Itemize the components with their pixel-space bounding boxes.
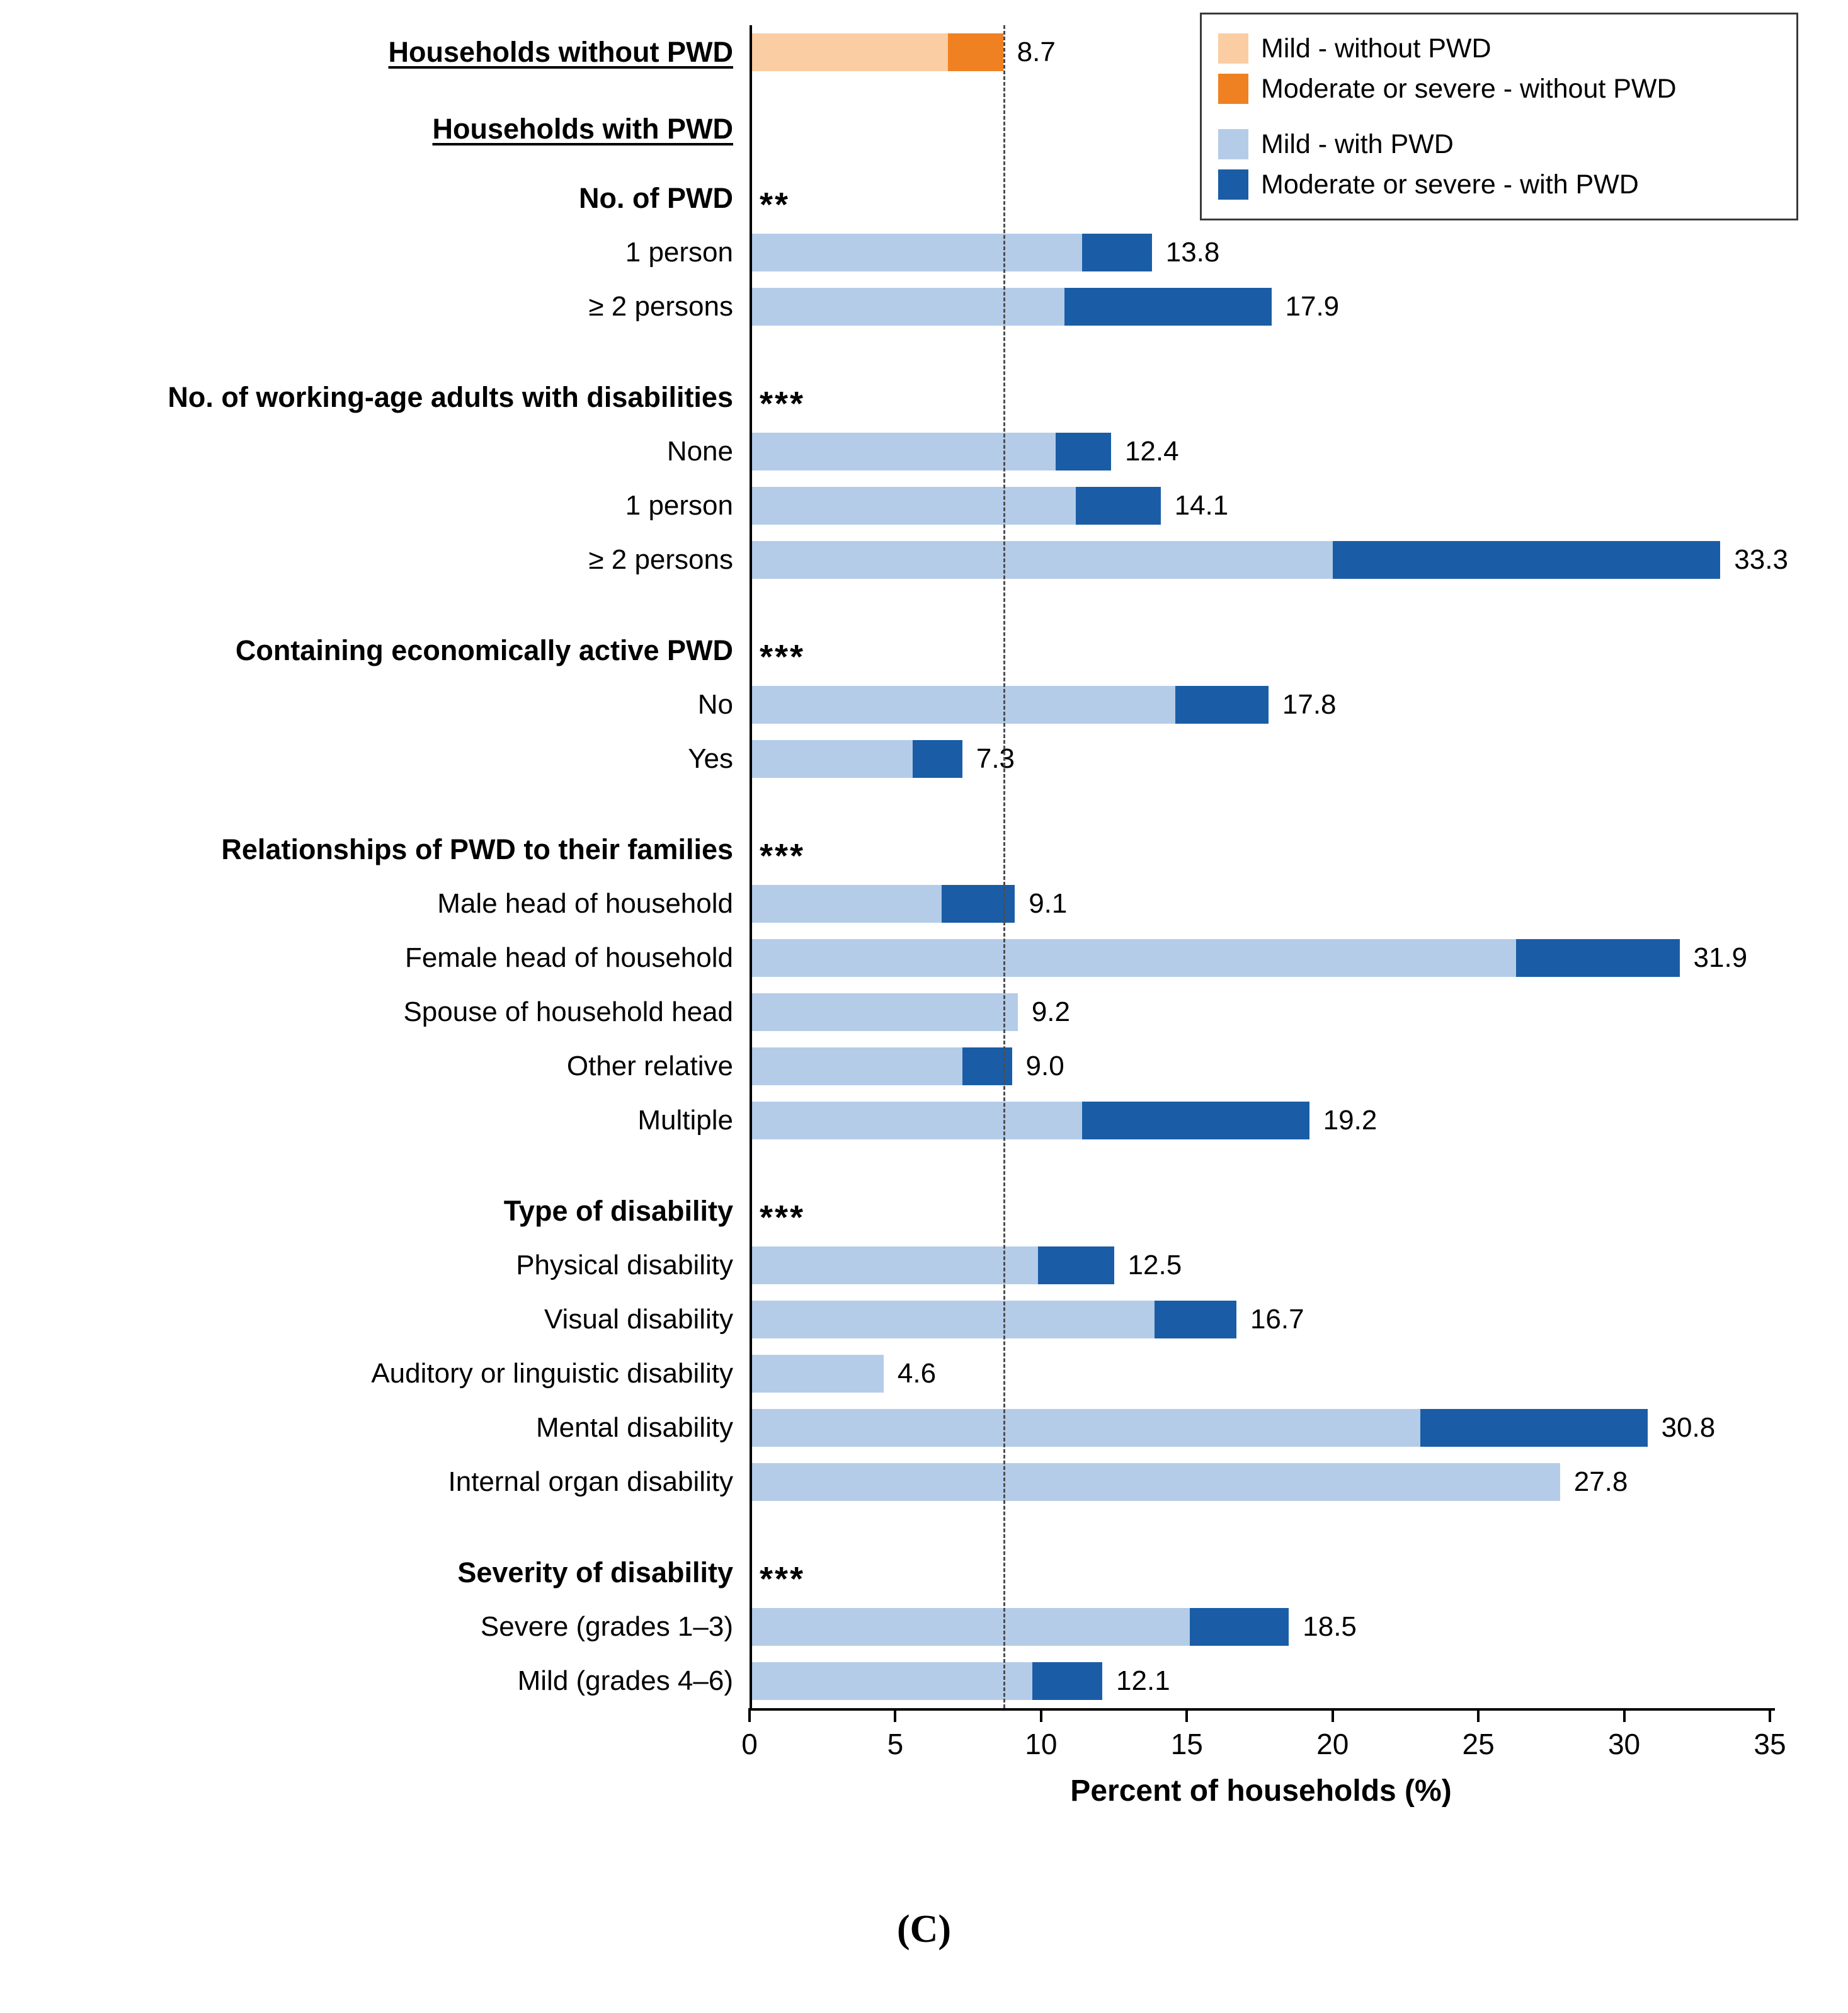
category-label: Spouse of household head <box>403 996 733 1027</box>
x-tick-mark <box>1769 1711 1771 1722</box>
legend-item <box>1218 124 1780 164</box>
value-label: 12.1 <box>1116 1665 1170 1696</box>
row-plot-area <box>750 1654 1827 1708</box>
value-label: 9.1 <box>1029 888 1068 919</box>
category-label: Internal organ disability <box>448 1466 733 1497</box>
value-label: 18.5 <box>1303 1611 1357 1642</box>
stacked-bar <box>750 939 1680 977</box>
category-label: Multiple <box>637 1104 733 1136</box>
mild-segment <box>750 1047 962 1085</box>
bar-row <box>0 1238 1827 1292</box>
mild-segment <box>750 939 1516 977</box>
bar-row <box>0 985 1827 1039</box>
x-tick-label: 25 <box>1462 1728 1495 1760</box>
stacked-bar <box>750 541 1720 579</box>
mild-segment <box>750 1246 1038 1284</box>
stacked-bar <box>750 885 1015 923</box>
bar-row <box>0 533 1827 587</box>
value-label: 19.2 <box>1323 1105 1377 1136</box>
value-label: 7.3 <box>976 743 1015 774</box>
category-label: Physical disability <box>516 1249 733 1280</box>
category-label: ≥ 2 persons <box>588 290 733 322</box>
mild-segment <box>750 433 1056 470</box>
figure-caption: (C) <box>896 1908 952 1951</box>
category-label: Visual disability <box>544 1303 733 1335</box>
moderate-severe-segment <box>1082 234 1152 271</box>
category-label: Yes <box>688 743 733 774</box>
group-header-row <box>0 624 1827 678</box>
category-label: Male head of household <box>437 887 733 919</box>
mild-segment <box>750 1102 1082 1139</box>
group-header-row <box>0 370 1827 425</box>
x-tick-label: 35 <box>1754 1728 1786 1760</box>
legend-label: Mild - with PWD <box>1261 128 1454 159</box>
bar-row <box>0 1600 1827 1654</box>
significance-marker: *** <box>760 836 806 875</box>
mild-segment <box>750 288 1064 326</box>
legend <box>1200 13 1798 220</box>
x-tick-mark <box>1623 1711 1626 1722</box>
x-tick-mark <box>748 1711 751 1722</box>
group-header-label: Households with PWD <box>432 113 733 145</box>
moderate-severe-segment <box>1064 288 1272 326</box>
stacked-bar <box>750 33 1003 71</box>
stacked-bar <box>750 740 962 778</box>
row-plot-area <box>750 1292 1827 1347</box>
stacked-bar <box>750 1608 1289 1646</box>
row-plot-area <box>750 225 1827 280</box>
category-label: 1 person <box>625 236 733 268</box>
mild-segment <box>750 993 1018 1031</box>
bar-row <box>0 1039 1827 1093</box>
group-header-row <box>0 1184 1827 1238</box>
stacked-bar <box>750 1246 1114 1284</box>
legend-swatch <box>1218 169 1248 200</box>
mild-segment <box>750 234 1082 271</box>
row-gap <box>0 786 1827 823</box>
x-tick-label: 5 <box>887 1728 904 1760</box>
moderate-severe-segment <box>948 33 1003 71</box>
category-label: Other relative <box>566 1050 733 1081</box>
stacked-bar <box>750 1355 884 1393</box>
x-tick-label: 30 <box>1607 1728 1641 1760</box>
value-label: 17.8 <box>1282 689 1337 720</box>
legend-swatch <box>1218 33 1248 64</box>
x-tick-mark <box>1040 1711 1042 1722</box>
bar-row <box>0 479 1827 533</box>
value-label: 14.1 <box>1174 490 1229 521</box>
mild-segment <box>750 1409 1420 1447</box>
value-label: 33.3 <box>1734 544 1788 575</box>
row-plot-area <box>750 931 1827 985</box>
row-plot-area <box>750 877 1827 931</box>
bar-row <box>0 1455 1827 1509</box>
mild-segment <box>750 1463 1560 1501</box>
mild-segment <box>750 1608 1190 1646</box>
row-plot-area <box>750 425 1827 479</box>
stacked-bar <box>750 1463 1560 1501</box>
moderate-severe-segment <box>1333 541 1721 579</box>
moderate-severe-segment <box>1032 1662 1102 1700</box>
legend-label: Mild - without PWD <box>1261 33 1492 64</box>
row-plot-area <box>750 678 1827 732</box>
x-tick-mark <box>1185 1711 1188 1722</box>
category-label: No <box>697 688 733 720</box>
stacked-bar <box>750 686 1269 724</box>
moderate-severe-segment <box>1076 487 1160 525</box>
group-header-label: Households without PWD <box>388 36 733 69</box>
row-plot-area <box>750 1347 1827 1401</box>
moderate-severe-segment <box>1155 1301 1236 1338</box>
stacked-bar <box>750 1409 1648 1447</box>
bar-row <box>0 225 1827 280</box>
value-label: 9.0 <box>1025 1051 1064 1081</box>
stacked-bar <box>750 1047 1012 1085</box>
moderate-severe-segment <box>1420 1409 1648 1447</box>
stacked-bar <box>750 1102 1309 1139</box>
mild-segment <box>750 1301 1155 1338</box>
significance-marker: *** <box>760 637 806 676</box>
stacked-bar <box>750 1662 1102 1700</box>
legend-label: Moderate or severe - with PWD <box>1261 169 1639 200</box>
x-tick-mark <box>894 1711 896 1722</box>
row-plot-area <box>750 280 1827 334</box>
mild-segment <box>750 885 942 923</box>
stacked-bar <box>750 433 1111 470</box>
row-gap <box>0 1148 1827 1184</box>
group-header-row <box>0 1546 1827 1600</box>
legend-item <box>1218 164 1780 205</box>
x-tick-label: 15 <box>1170 1728 1203 1760</box>
chart-rows <box>0 25 1827 1708</box>
row-gap <box>0 1509 1827 1546</box>
row-plot-area <box>750 1401 1827 1455</box>
value-label: 17.9 <box>1285 291 1340 322</box>
stacked-bar <box>750 234 1152 271</box>
category-label: ≥ 2 persons <box>588 544 733 575</box>
category-label: 1 person <box>625 489 733 521</box>
mild-segment <box>750 1662 1032 1700</box>
row-gap <box>0 587 1827 624</box>
stacked-bar <box>750 1301 1236 1338</box>
bar-row <box>0 877 1827 931</box>
bar-row <box>0 732 1827 786</box>
group-header-label: Type of disability <box>503 1195 733 1228</box>
mild-segment <box>750 1355 884 1393</box>
stacked-bar <box>750 993 1018 1031</box>
row-plot-area <box>750 533 1827 587</box>
bar-row <box>0 1292 1827 1347</box>
value-label: 9.2 <box>1031 996 1070 1027</box>
category-label: Mild (grades 4–6) <box>517 1665 733 1696</box>
group-header-label: Containing economically active PWD <box>235 634 733 667</box>
mild-segment <box>750 487 1076 525</box>
x-tick-label: 10 <box>1025 1728 1058 1760</box>
significance-marker: ** <box>760 185 790 224</box>
row-plot-area <box>750 732 1827 786</box>
row-plot-area <box>750 1039 1827 1093</box>
bar-row <box>0 931 1827 985</box>
moderate-severe-segment <box>1056 433 1111 470</box>
group-header-row <box>0 823 1827 877</box>
significance-marker: *** <box>760 1198 806 1236</box>
group-header-label: Relationships of PWD to their families <box>221 833 733 866</box>
moderate-severe-segment <box>1516 939 1679 977</box>
row-plot-area <box>750 1093 1827 1148</box>
moderate-severe-segment <box>1038 1246 1114 1284</box>
moderate-severe-segment <box>1175 686 1269 724</box>
row-plot-area <box>750 1600 1827 1654</box>
value-label: 30.8 <box>1661 1412 1716 1443</box>
bar-row <box>0 1654 1827 1708</box>
value-label: 12.4 <box>1124 436 1179 467</box>
moderate-severe-segment <box>913 740 962 778</box>
row-plot-area <box>750 1184 1827 1238</box>
group-header-label: No. of working-age adults with disabilities <box>168 381 733 414</box>
legend-swatch <box>1218 129 1248 159</box>
legend-swatch <box>1218 74 1248 104</box>
group-header-label: No. of PWD <box>579 182 733 215</box>
value-label: 12.5 <box>1127 1250 1182 1280</box>
value-label: 4.6 <box>897 1358 937 1389</box>
legend-label: Moderate or severe - without PWD <box>1261 73 1677 104</box>
category-label: Female head of household <box>404 942 733 973</box>
value-label: 27.8 <box>1573 1466 1628 1497</box>
value-label: 8.7 <box>1017 37 1056 67</box>
category-label: Severe (grades 1–3) <box>480 1611 733 1642</box>
legend-item <box>1218 28 1780 69</box>
row-plot-area <box>750 1546 1827 1600</box>
bar-row <box>0 280 1827 334</box>
row-plot-area <box>750 985 1827 1039</box>
bar-row <box>0 678 1827 732</box>
reference-dashed-line <box>1003 25 1005 1708</box>
row-plot-area <box>750 479 1827 533</box>
group-header-label: Severity of disability <box>457 1556 733 1589</box>
value-label: 16.7 <box>1250 1304 1304 1335</box>
x-tick-label: 0 <box>741 1728 758 1760</box>
row-plot-area <box>750 370 1827 425</box>
mild-segment <box>750 686 1175 724</box>
x-axis-baseline <box>748 1708 1775 1711</box>
x-tick-mark <box>1332 1711 1334 1722</box>
bar-row <box>0 425 1827 479</box>
category-label: Auditory or linguistic disability <box>371 1357 733 1389</box>
bar-row <box>0 1347 1827 1401</box>
mild-segment <box>750 541 1333 579</box>
category-label: None <box>666 435 733 467</box>
value-label: 13.8 <box>1165 237 1220 268</box>
x-tick-mark <box>1477 1711 1480 1722</box>
row-plot-area <box>750 1238 1827 1292</box>
mild-segment <box>750 740 913 778</box>
stacked-bar <box>750 288 1272 326</box>
bar-row <box>0 1401 1827 1455</box>
significance-marker: *** <box>760 1560 806 1598</box>
x-tick-label: 20 <box>1316 1728 1349 1760</box>
moderate-severe-segment <box>1190 1608 1289 1646</box>
row-plot-area <box>750 624 1827 678</box>
significance-marker: *** <box>760 384 806 423</box>
category-label: Mental disability <box>535 1411 733 1443</box>
row-plot-area <box>750 823 1827 877</box>
bar-row <box>0 1093 1827 1148</box>
legend-item <box>1218 69 1780 109</box>
row-gap <box>0 334 1827 370</box>
y-axis-line <box>750 25 752 1708</box>
x-axis-title: Percent of households (%) <box>1070 1774 1452 1808</box>
row-plot-area <box>750 1455 1827 1509</box>
mild-segment <box>750 33 948 71</box>
moderate-severe-segment <box>1082 1102 1309 1139</box>
stacked-bar <box>750 487 1161 525</box>
value-label: 31.9 <box>1693 942 1748 973</box>
